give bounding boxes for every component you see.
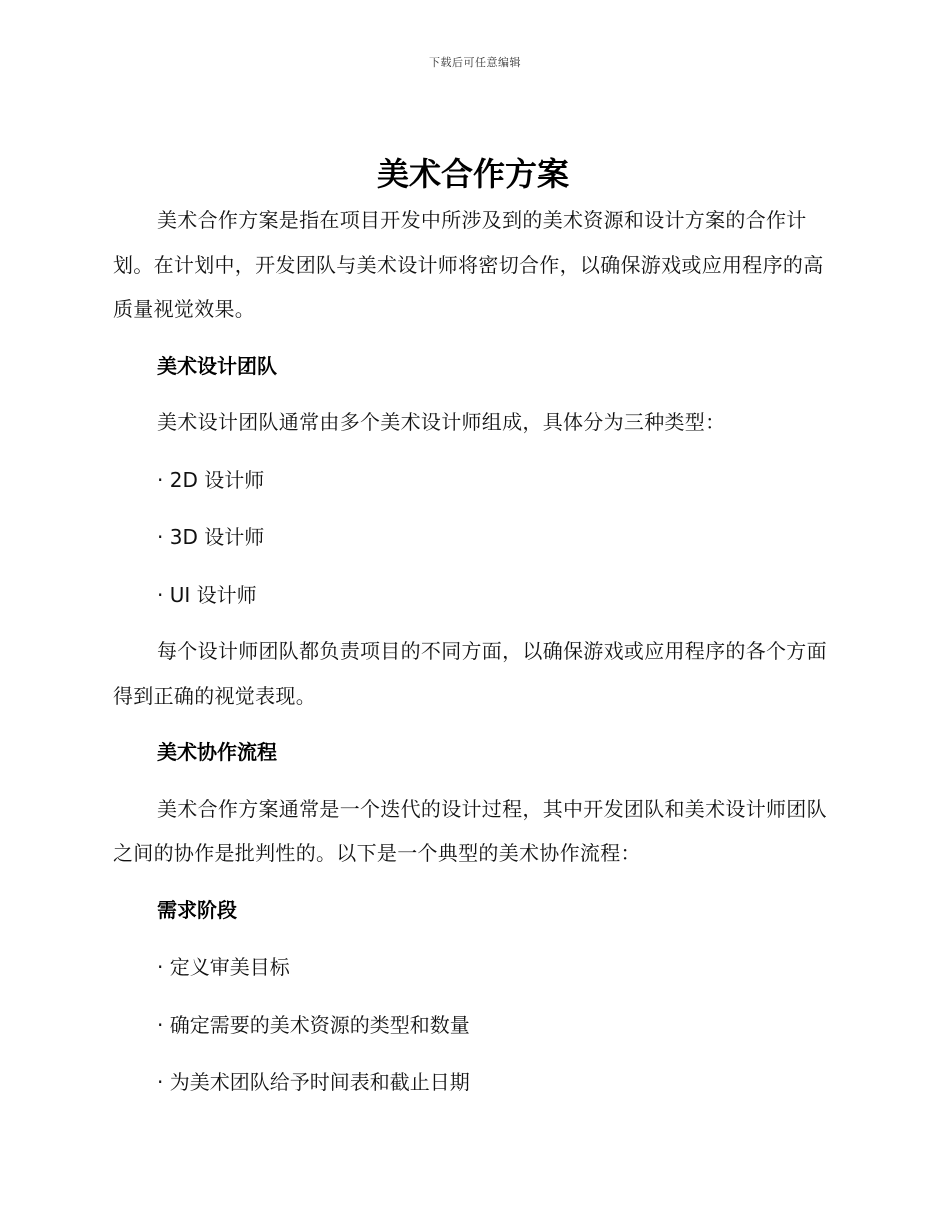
subheading-requirements-phase: 需求阶段: [157, 897, 237, 922]
section-heading-collaboration-process: 美术协作流程: [157, 740, 277, 764]
page-header-note: 下载后可任意编辑: [429, 56, 521, 69]
bullet-2d-designer: · 2D 设计师: [157, 467, 265, 492]
bullet-ui-designer: · UI 设计师: [157, 582, 257, 607]
bullet-schedule-deadlines: · 为美术团队给予时间表和截止日期: [157, 1070, 470, 1094]
collaboration-process-paragraph: 美术合作方案通常是一个迭代的设计过程，其中开发团队和美术设计师团队之间的协作是批判性的。以下是一个典型的美术协作流程：: [113, 796, 827, 865]
intro-paragraph: 美术合作方案是指在项目开发中所涉及到的美术资源和设计方案的合作计划。在计划中，开发团队与美术设计师将密切合作，以确保游戏或应用程序的高质量视觉效果。: [113, 208, 824, 321]
design-team-closing-paragraph: 每个设计师团队都负责项目的不同方面，以确保游戏或应用程序的各个方面得到正确的视觉表现。: [113, 639, 827, 708]
document-title: 美术合作方案: [376, 155, 569, 193]
bullet-3d-designer: · 3D 设计师: [157, 525, 265, 549]
bullet-determine-art-resources: · 确定需要的美术资源的类型和数量: [157, 1012, 470, 1037]
design-team-paragraph: 美术设计团队通常由多个美术设计师组成，具体分为三种类型：: [157, 410, 726, 434]
section-heading-design-team: 美术设计团队: [157, 353, 277, 378]
document-body: [113, 150, 833, 1105]
bullet-define-aesthetic-goals: · 定义审美目标: [157, 955, 290, 979]
